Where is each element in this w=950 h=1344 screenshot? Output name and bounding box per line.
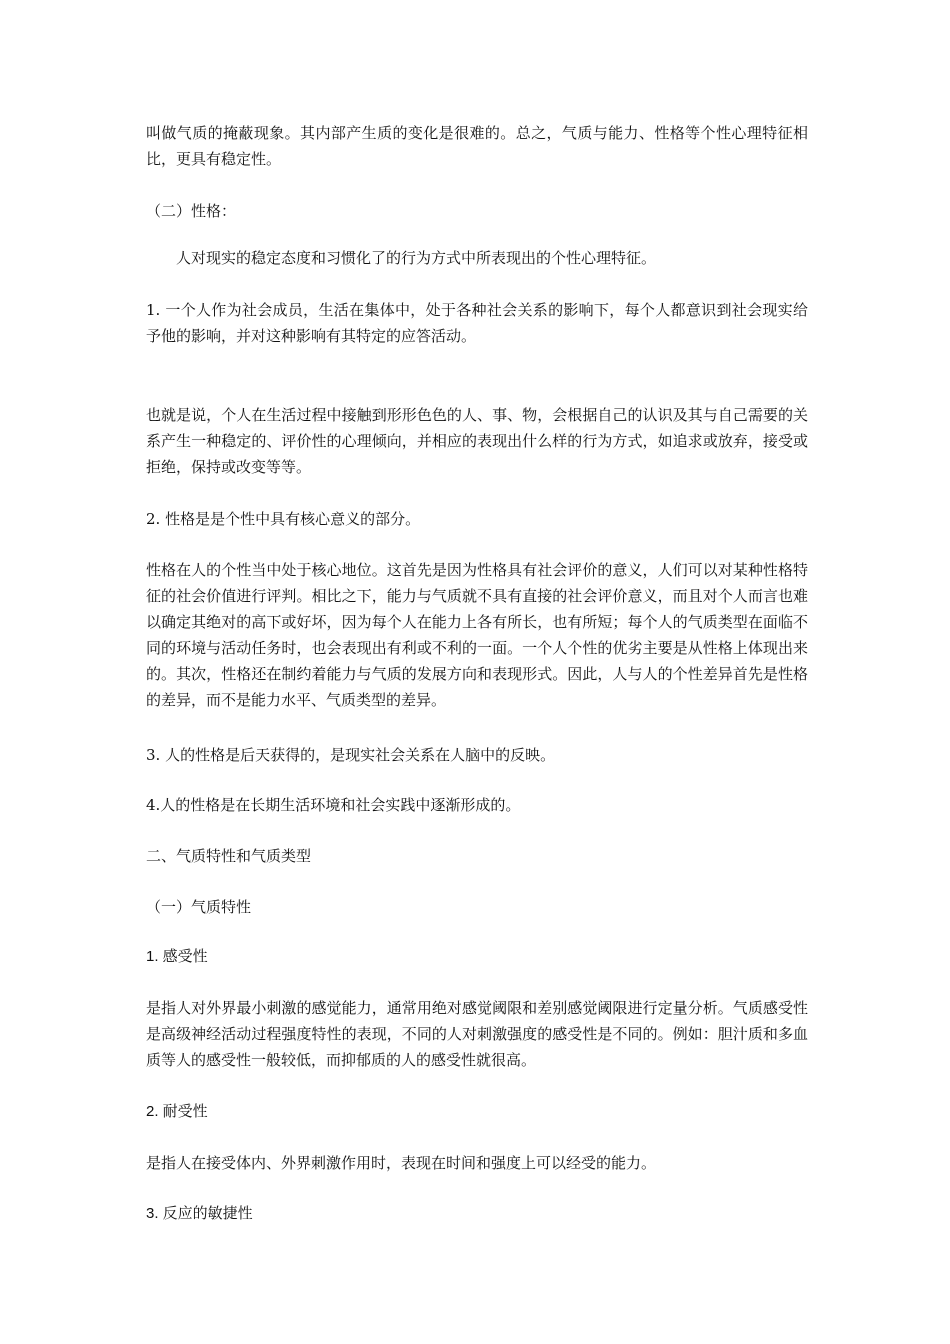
list-item-2: 2. 性格是是个性中具有核心意义的部分。 — [146, 510, 421, 528]
paragraph-sensitivity: 是指人对外界最小刺激的感觉能力，通常用绝对感觉阈限和差别感觉阈限进行定量分析。气质感受性是高级神经活动过程强度特性的表现，不同的人对刺激强度的感受性是不同的。例如：胆汁质和多血质等人的感受性一般较低，而抑郁质的人的感受性就很高。 — [146, 999, 808, 1069]
heading-temperament-traits-types: 二、气质特性和气质类型 — [146, 847, 312, 865]
heading-reaction-agility: 3. 反应的敏捷性 — [146, 1205, 253, 1222]
list-item-3: 3. 人的性格是后天获得的，是现实社会关系在人脑中的反映。 — [146, 746, 556, 764]
list-item-1: 1. 一个人作为社会成员，生活在集体中，处于各种社会关系的影响下，每个人都意识到社会现实给予他的影响，并对这种影响有其特定的应答活动。 — [146, 301, 808, 345]
paragraph-that-is-to-say: 也就是说，个人在生活过程中接触到形形色色的人、事、物，会根据自己的认识及其与自己需要的关系产生一种稳定的、评价性的心理倾向，并相应的表现出什么样的行为方式，如追求或放弃，接受或拒绝，保持或改变等等。 — [146, 406, 808, 476]
list-item-4: 4.人的性格是在长期生活环境和社会实践中逐渐形成的。 — [146, 796, 521, 814]
paragraph-temperament-masking: 叫做气质的掩蔽现象。其内部产生质的变化是很难的。总之，气质与能力、性格等个性心理特征相比，更具有稳定性。 — [146, 124, 808, 168]
heading-tolerance: 2. 耐受性 — [146, 1103, 208, 1120]
heading-character: （二）性格： — [146, 202, 237, 220]
paragraph-character-definition: 人对现实的稳定态度和习惯化了的行为方式中所表现出的个性心理特征。 — [176, 249, 657, 267]
paragraph-character-core: 性格在人的个性当中处于核心地位。这首先是因为性格具有社会评价的意义，人们可以对某种性格特征的社会价值进行评判。相比之下，能力与气质就不具有直接的社会评价意义，而且对个人而言也难以确定其绝对的高下或好坏，因为每个人在能力上各有所长，也有所短；每个人的气质类型在面临不同的环境与活动任务时，也会表现出有利或不利的一面。一个人个性的优劣主要是从性格上体现出来的。其次，性格还在制约着能力与气质的发展方向和表现形式。因此，人与人的个性差异首先是性格的差异，而不是能力水平、气质类型的差异。 — [146, 561, 808, 709]
heading-temperament-traits: （一）气质特性 — [146, 898, 252, 916]
paragraph-tolerance: 是指人在接受体内、外界刺激作用时，表现在时间和强度上可以经受的能力。 — [146, 1154, 657, 1172]
heading-sensitivity: 1. 感受性 — [146, 948, 208, 965]
